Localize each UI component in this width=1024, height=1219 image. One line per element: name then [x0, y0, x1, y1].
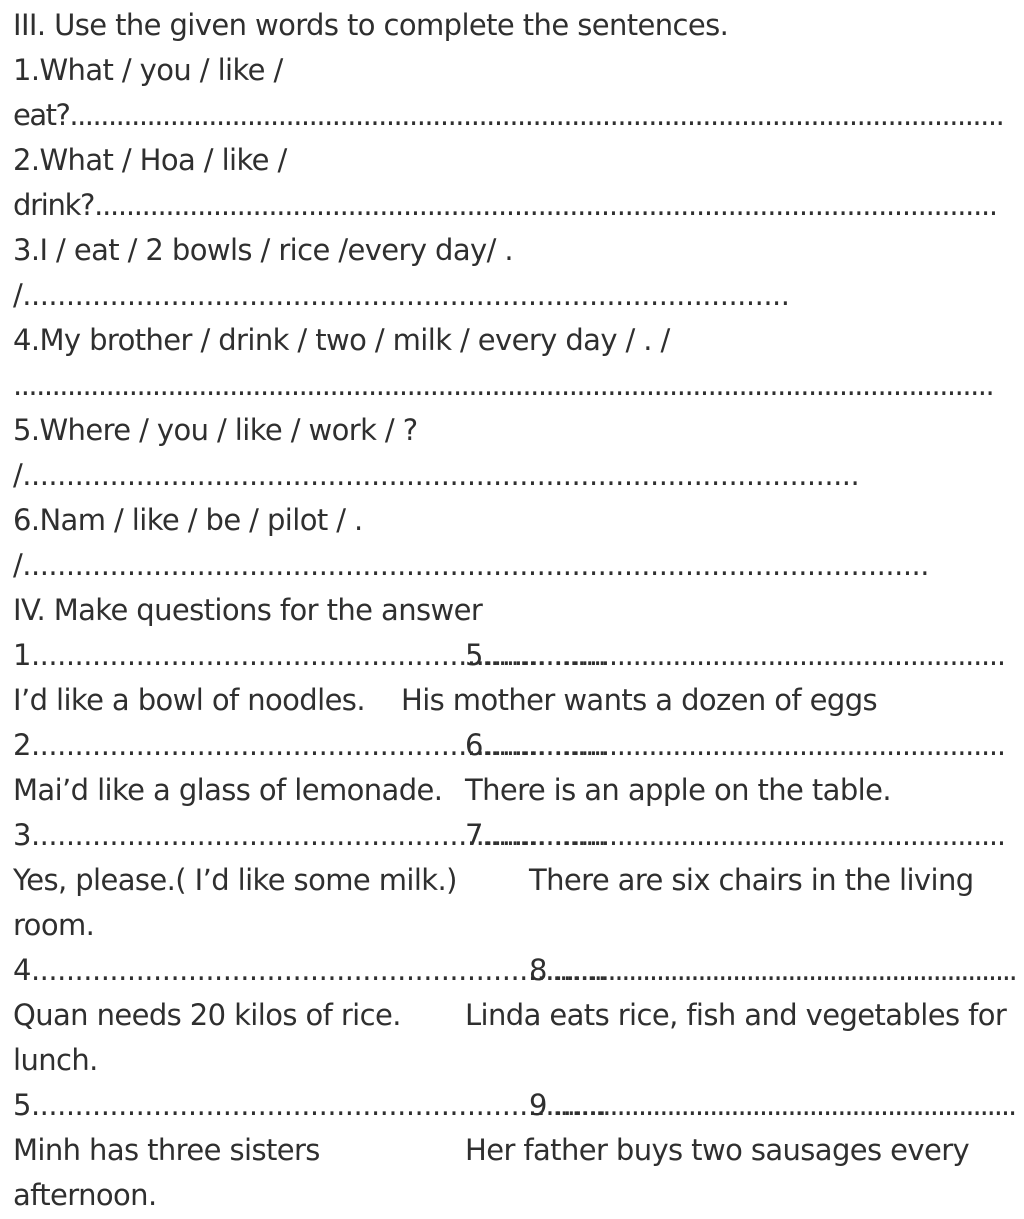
question-blank[interactable]: 4.................................................................. — [13, 953, 607, 987]
answer-blank[interactable]: drink?.................................................................................................................. — [13, 188, 997, 222]
item-prompt: 3.I / eat / 2 bowls / rice /every day/ . — [13, 233, 513, 267]
answer-continuation: lunch. — [13, 1043, 98, 1077]
question-blank[interactable]: 3.................................................................. — [13, 818, 607, 852]
question-blank[interactable]: 1.................................................................. — [13, 638, 607, 672]
answer-continuation: room. — [13, 908, 95, 942]
question-blank[interactable]: 7.................................................................. — [465, 818, 1005, 852]
section4-heading: IV. Make questions for the answer — [13, 593, 483, 627]
question-blank[interactable]: 6.................................................................. — [465, 728, 1005, 762]
given-answer: His mother wants a dozen of eggs — [401, 683, 878, 717]
given-answer: Linda eats rice, fish and vegetables for — [465, 998, 1007, 1032]
given-answer: There is an apple on the table. — [465, 773, 891, 807]
answer-blank[interactable]: /........................................................................................ — [13, 278, 790, 312]
item-prompt: 4.My brother / drink / two / milk / every day / . / — [13, 323, 670, 357]
answer-blank[interactable]: /................................................................................................ — [13, 458, 860, 492]
item-prompt: 1.What / you / like / — [13, 53, 283, 87]
given-answer: Her father buys two sausages every — [465, 1133, 970, 1167]
item-prompt: 6.Nam / like / be / pilot / . — [13, 503, 363, 537]
question-blank[interactable]: 2.................................................................. — [13, 728, 607, 762]
given-answer: Quan needs 20 kilos of rice. — [13, 998, 401, 1032]
answer-blank[interactable]: eat?......................................................................................................................... — [13, 98, 1004, 132]
item-prompt: 2.What / Hoa / like / — [13, 143, 287, 177]
question-blank[interactable]: 5.................................................................. — [13, 1088, 607, 1122]
given-answer: I’d like a bowl of noodles. — [13, 683, 365, 717]
question-blank[interactable]: 8.................................................................... — [529, 953, 1016, 987]
section3-heading: III. Use the given words to complete the sentences. — [13, 8, 729, 42]
given-answer: Yes, please.( I’d like some milk.) — [13, 863, 457, 897]
answer-continuation: afternoon. — [13, 1178, 157, 1212]
answer-blank[interactable]: ............................................................................................................................... — [13, 368, 994, 402]
question-blank[interactable]: 5.................................................................. — [465, 638, 1005, 672]
given-answer: Minh has three sisters — [13, 1133, 320, 1167]
given-answer: There are six chairs in the living — [529, 863, 974, 897]
answer-blank[interactable]: /........................................................................................................ — [13, 548, 929, 582]
given-answer: Mai’d like a glass of lemonade. — [13, 773, 443, 807]
question-blank[interactable]: 9.................................................................. — [529, 1088, 1016, 1122]
item-prompt: 5.Where / you / like / work / ? — [13, 413, 418, 447]
